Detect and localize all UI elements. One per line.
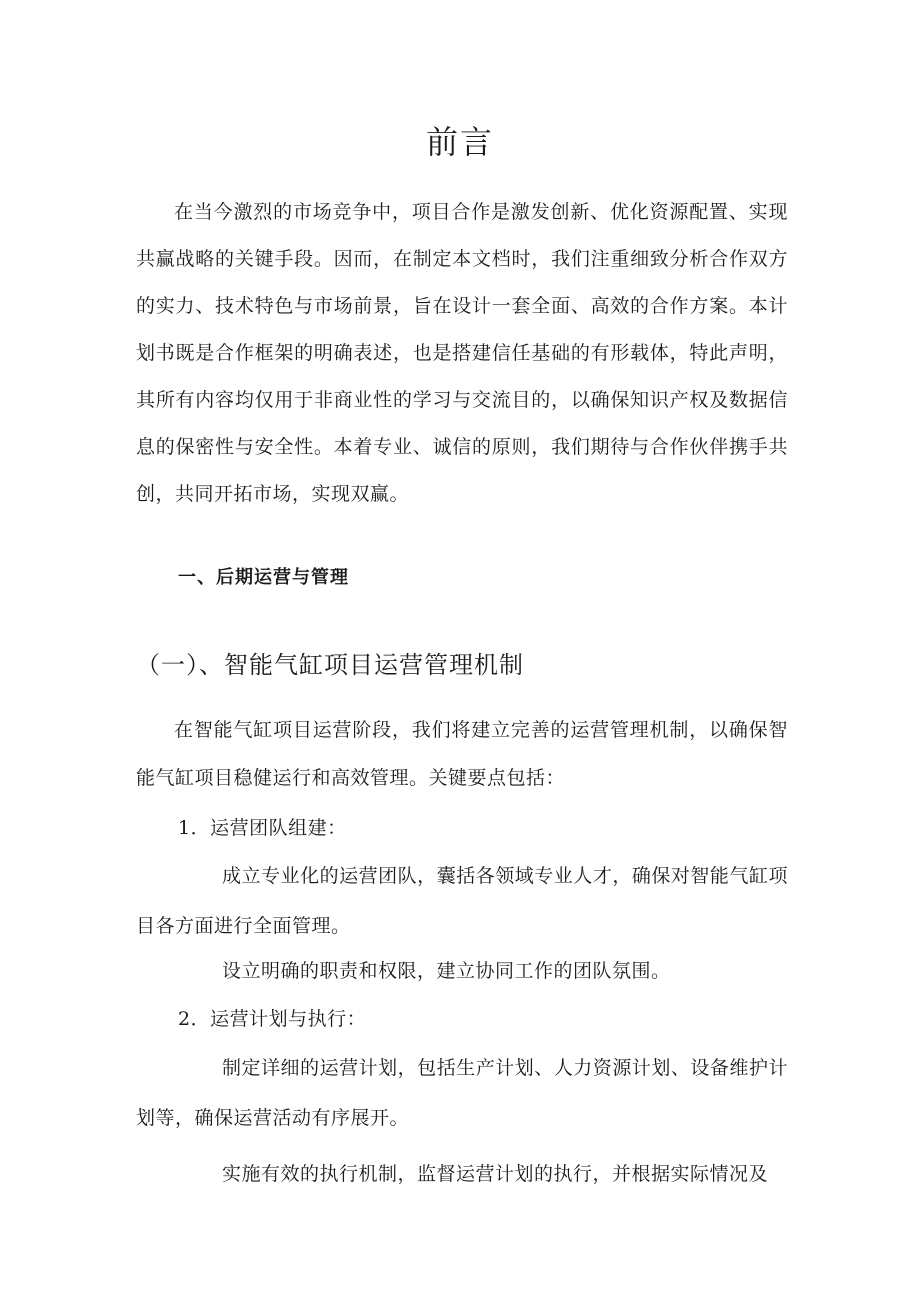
subsection-heading: （一）、智能气缸项目运营管理机制 bbox=[136, 651, 524, 679]
list-item-point: 设立明确的职责和权限，建立协同工作的团队氛围。 bbox=[222, 960, 671, 982]
intro-paragraph: 在当今激烈的市场竞争中，项目合作是激发创新、优化资源配置、实现共赢战略的关键手段。因而，在制定本文档时，我们注重细致分析合作双方的实力、技术特色与市场前景，旨在设计一套全面、高效的合作方案。本计划书既是合作框架的明确表述，也是搭建信任基础的有形载体，特此声明，其所有内容均仅用于非商业性的学习与交流目的，以确保知识产权及数据信息的保密性与安全性。本着专业、诚信的原则，我们期待与合作伙伴携手共创，共同开拓市场，实现双赢。 bbox=[136, 201, 788, 505]
list-item-point: 制定详细的运营计划，包括生产计划、人力资源计划、设备维护计划等，确保运营活动有序展开。 bbox=[136, 1057, 788, 1129]
list-item-point: 实施有效的执行机制，监督运营计划的执行，并根据实际情况及 bbox=[222, 1163, 769, 1185]
subsection-body-paragraph: 在智能气缸项目运营阶段，我们将建立完善的运营管理机制，以确保智能气缸项目稳健运行和高效管理。关键要点包括： bbox=[136, 719, 788, 789]
section-heading: 一、后期运营与管理 bbox=[178, 567, 349, 588]
page-title: 前言 bbox=[425, 123, 494, 161]
list-item-point: 成立专业化的运营团队，囊括各领域专业人才，确保对智能气缸项目各方面进行全面管理。 bbox=[136, 865, 788, 937]
list-item-label: 1．运营团队组建： bbox=[178, 817, 347, 839]
list-item-label: 2．运营计划与执行： bbox=[178, 1008, 367, 1030]
